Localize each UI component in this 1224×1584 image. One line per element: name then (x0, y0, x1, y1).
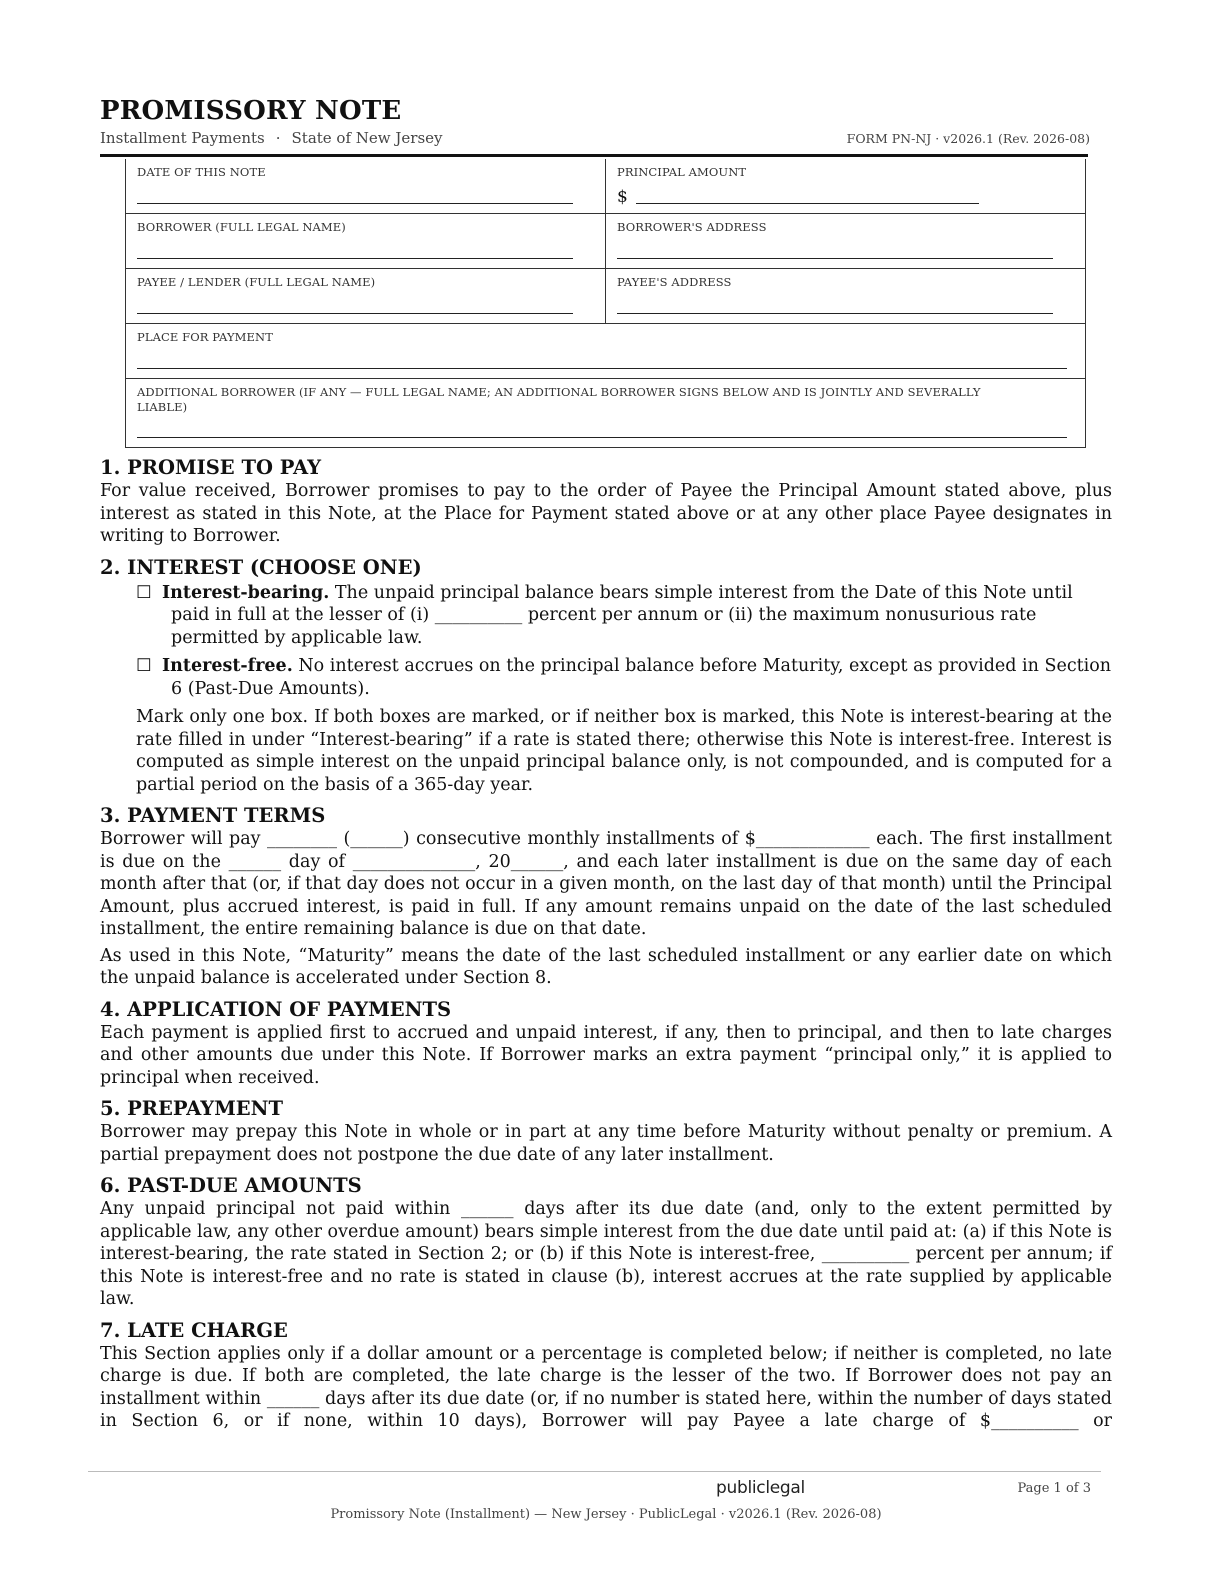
section-body: Borrower will pay ________ (______) consecutive monthly installments of $_____________ each. The first installment is due on the ______ day of ______________, 20______, and each later installment is due on the same day of each month after that (or, if that day does not occur in a given month, on the last day of that month) until the Principal Amount, plus accrued interest, is paid in full. If any amount remains unpaid on the date of the last scheduled installment, the entire remaining balance is due on that date. (100, 829, 1112, 939)
option-label: Interest-bearing. (162, 582, 330, 603)
subtitle-left: Installment Payments (100, 129, 265, 147)
document-title: PROMISSORY NOTE (100, 96, 402, 126)
payee-label: PAYEE / LENDER (FULL LEGAL NAME) (137, 275, 376, 289)
subtitle-separator: · (275, 129, 281, 147)
section-2 (100, 556, 1112, 797)
date-label: DATE OF THIS NOTE (137, 165, 266, 179)
footer-text: Promissory Note (Installment) — New Jersey · PublicLegal · v2026.1 (Rev. 2026-08) (330, 1507, 882, 1522)
section-1 (100, 456, 1112, 548)
section-3 (100, 804, 1112, 990)
checkbox-icon[interactable]: ☐ (136, 656, 152, 676)
section-4 (100, 998, 1112, 1090)
section-heading: 5. PREPAYMENT (100, 1097, 283, 1120)
section-heading: 2. INTEREST (CHOOSE ONE) (100, 555, 422, 579)
document-subtitle (100, 129, 443, 147)
section-5 (100, 1097, 1112, 1166)
fields-table (125, 159, 1086, 448)
principal-line (636, 203, 979, 204)
section-heading: 7. LATE CHARGE (100, 1318, 288, 1342)
date-field[interactable] (126, 159, 605, 213)
section-heading: 4. APPLICATION OF PAYMENTS (100, 997, 452, 1021)
interest-free-option (136, 655, 1112, 700)
payee-address-field[interactable] (605, 269, 1085, 323)
dollar-sign: $ (617, 187, 628, 207)
section-heading: 3. PAYMENT TERMS (100, 804, 326, 827)
borrower-address-field[interactable] (605, 214, 1085, 268)
option-label: Interest-free. (162, 656, 293, 676)
additional-borrower-field[interactable] (126, 379, 1085, 447)
place-label: PLACE FOR PAYMENT (137, 330, 273, 344)
section-heading: 1. PROMISE TO PAY (100, 456, 322, 479)
payee-address-label: PAYEE'S ADDRESS (617, 275, 732, 289)
principal-field[interactable] (605, 159, 1085, 213)
additional-borrower-line (137, 437, 1067, 438)
section-heading: 6. PAST-DUE AMOUNTS (100, 1174, 362, 1197)
option-text: No interest accrues on the principal balance before Maturity, except as provided in Section 6 (Past-Due Amounts). (171, 656, 1112, 699)
option-text: The unpaid principal balance bears simple interest from the Date of this Note until paid in full at the lesser of (i) __________ percent per annum or (ii) the maximum nonusurious rate permitted by applicable law. (171, 582, 1073, 648)
section-body: For value received, Borrower promises to pay to the order of Payee the Principal Amount stated above, plus interest as stated in this Note, at the Place for Payment stated above or at any other place Payee designates in writing to Borrower. (100, 481, 1112, 546)
section-body: As used in this Note, “Maturity” means the date of the last scheduled installment or any earlier date on which the unpaid balance is accelerated under Section 8. (100, 945, 1112, 988)
borrower-address-line (617, 258, 1053, 259)
subtitle-row (100, 129, 1112, 147)
page-number: Page 1 of 3 (1017, 1481, 1091, 1496)
borrower-line (137, 258, 573, 259)
additional-borrower-label: ADDITIONAL BORROWER (IF ANY — FULL LEGAL NAME; AN ADDITIONAL BORROWER SIGNS BELOW AND IS JOINTLY AND SEVERALLY LIABLE) (137, 385, 981, 414)
footer-rule (88, 1471, 1101, 1472)
borrower-label: BORROWER (FULL LEGAL NAME) (137, 220, 346, 234)
section-7 (100, 1319, 1112, 1433)
section-6 (100, 1174, 1112, 1311)
brand-logo: publiclegal (716, 1478, 805, 1498)
form-code: FORM PN-NJ · v2026.1 (Rev. 2026-08) (846, 131, 1090, 146)
document-page (100, 96, 1112, 1433)
header-rule (100, 154, 1088, 157)
section-body: Any unpaid principal not paid within ______ days after its due date (and, only to the extent permitted by applicable law, any other overdue amount) bears simple interest from the due date until paid at: (a) if this Note is interest-bearing, the rate stated in Section 2; or (b) if this Note is interest-free, __________ percent per annum; if this Note is interest-free and no rate is stated in clause (b), interest accrues at the rate supplied by applicable law. (100, 1199, 1112, 1309)
principal-label: PRINCIPAL AMOUNT (617, 165, 747, 179)
section-body: This Section applies only if a dollar amount or a percentage is completed below; if neither is completed, no late charge is due. If both are completed, the late charge is the lesser of the two. If Borrower does not pay an installment within ______ days after its due date (or, if no number is stated here, within the number of days stated in Section 6, or if none, within 10 days), Borrower will pay Payee a late charge of $__________ or (100, 1343, 1112, 1431)
section-body: Borrower may prepay this Note in whole or in part at any time before Maturity without penalty or premium. A partial prepayment does not postpone the due date of any later installment. (100, 1122, 1112, 1165)
place-line (137, 368, 1067, 369)
place-field[interactable] (126, 324, 1085, 378)
interest-bearing-option (136, 582, 1112, 650)
checkbox-icon[interactable]: ☐ (136, 582, 152, 603)
payee-line (137, 313, 573, 314)
borrower-address-label: BORROWER'S ADDRESS (617, 220, 767, 234)
payee-address-line (617, 313, 1053, 314)
date-line (137, 203, 573, 204)
section-body: Each payment is applied first to accrued and unpaid interest, if any, then to principal, and then to late charges and other amounts due under this Note. If Borrower marks an extra payment “principal only,” it is applied to principal when received. (100, 1022, 1112, 1088)
borrower-field[interactable] (126, 214, 605, 268)
interest-note: Mark only one box. If both boxes are marked, or if neither box is marked, this Note is interest-bearing at the rate filled in under “Interest-bearing” if a rate is stated there; otherwise this Note is interest-free. Interest is computed as simple interest on the unpaid principal balance only, is not compounded, and is computed for a partial period on the basis of a 365-day year. (136, 707, 1112, 795)
subtitle-right: State of New Jersey (291, 129, 443, 147)
payee-field[interactable] (126, 269, 605, 323)
